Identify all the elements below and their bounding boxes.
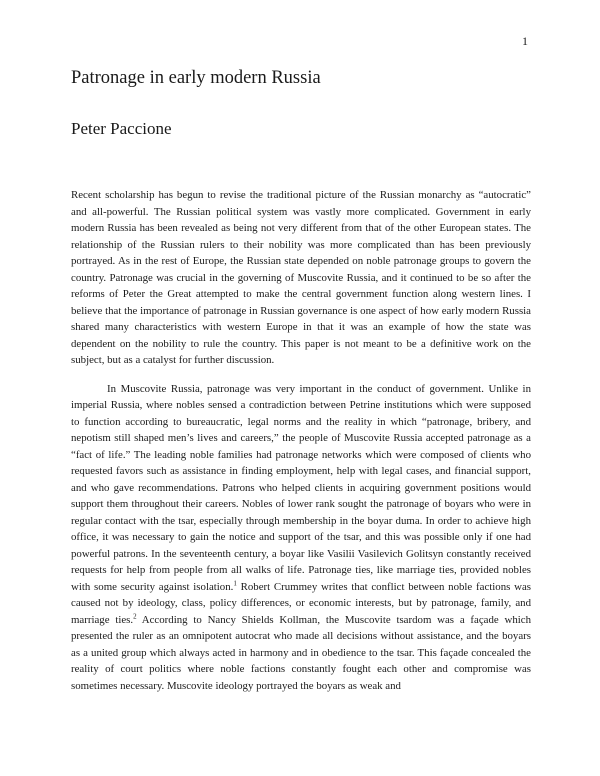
paragraph-2-part-3: According to Nancy Shields Kollman, the Muscovite tsardom was a façade which presented the ruler as an omnipotent autocrat who made all decisions without assistance, and the boyars as a united group which always acted in harmony and in obedience to the tsar. This façade concealed the reality of court politics where noble factions constantly fought each other and compromise was sometimes necessary. Muscovite ideology portrayed the boyars as weak and xyxy=(71,613,531,692)
paragraph-2-part-1: In Muscovite Russia, patronage was very important in the conduct of government. Unlike in imperial Russia, where nobles sensed a contradiction between Petrine institutions which were supposed to function according to bureaucratic, legal norms and the reality in which “patronage, bribery, and nepotism still shaped men’s lives and careers,” the people of Muscovite Russia accepted patronage as a “fact of life.” The leading noble families had patronage networks which were composed of clients who requested favors such as assistance in finding employment, help with legal cases, and financial support, and who gave recommendations. Patrons who helped clients in acquiring government positions would support them throughout their careers. Nobles of lower rank sought the patronage of boyars who were in regular contact with the tsar, especially through membership in the boyar duma. In order to achieve high office, it was necessary to gain the notice and support of the tsar, and this was possible only if one had powerful patrons. In the seventeenth century, a boyar like Vasilii Vasilevich Golitsyn constantly received requests for help from people from all walks of life. Patronage ties, like marriage ties, provided nobles with some security against isolation. xyxy=(71,382,531,593)
paragraph-1: Recent scholarship has begun to revise the traditional picture of the Russian monarchy as “autocratic” and all-powerful. The Russian political system was vastly more complicated. Government in early modern Russia has been revealed as being not very different from that of the other European states. The relationship of the Russian rulers to their nobility was more complicated than has been previously portrayed. As in the rest of Europe, the Russian state depended on noble patronage groups to govern the country. Patronage was crucial in the governing of Muscovite Russia, and it continued to be so after the reforms of Peter the Great attempted to make the central government function along western lines. I believe that the importance of patronage in Russian governance is one aspect of how early modern Russia shared many characteristics with western Europe in that it was an example of how the state was dependent on the nobility to rule the country. This paper is not meant to be a definitive work on the subject, but as a catalyst for further discussion. xyxy=(71,189,531,366)
page-number: 1 xyxy=(522,34,528,48)
paragraph-2 xyxy=(71,381,531,695)
paragraph-2-part-2: Robert Crummey writes that conflict between noble factions was caused not by ideology, class, policy differences, or economic interests, but by patronage, family, and marriage ties. xyxy=(71,580,531,626)
paper-title: Patronage in early modern Russia xyxy=(71,68,321,88)
paper-author: Peter Paccione xyxy=(71,119,172,138)
body-text xyxy=(71,187,531,694)
footnote-ref-1[interactable]: 1 xyxy=(233,578,237,587)
footnote-ref-2[interactable]: 2 xyxy=(133,611,137,620)
